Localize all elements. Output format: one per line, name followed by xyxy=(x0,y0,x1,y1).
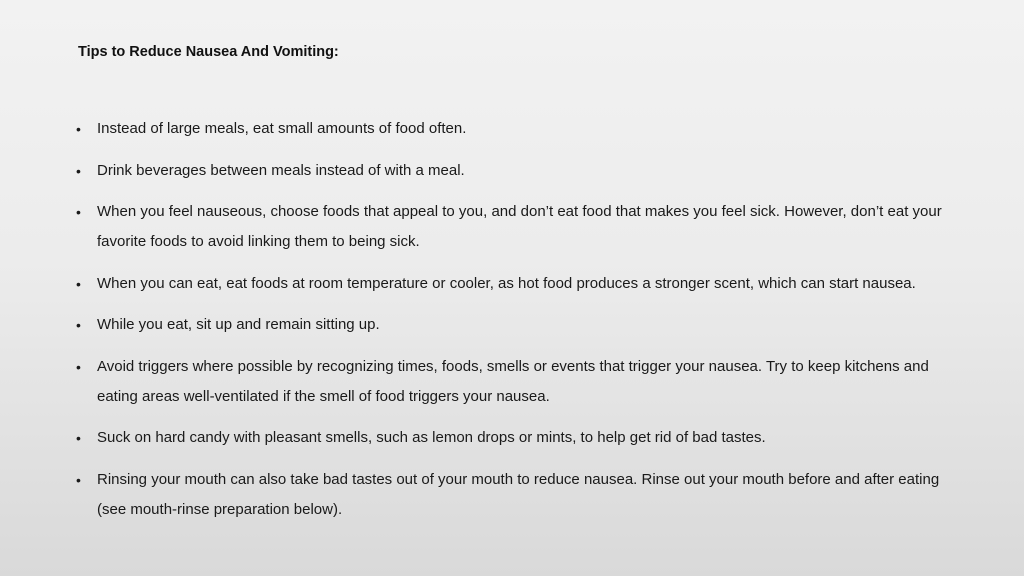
bullet-item xyxy=(74,465,954,525)
bullet-text: When you can eat, eat foods at room temperature or cooler, as hot food produces a stronger scent, which can start nausea. xyxy=(97,274,916,292)
bullet-text: Rinsing your mouth can also take bad tastes out of your mouth to reduce nausea. Rinse out your mouth before and after eating (see mouth-rinse preparation below). xyxy=(97,470,940,518)
bullet-dot: • xyxy=(76,275,81,292)
bullet-text: Drink beverages between meals instead of with a meal. xyxy=(97,161,465,179)
bullet-dot: • xyxy=(76,204,81,220)
bullet-dot: • xyxy=(76,317,81,333)
bullet-text: When you feel nauseous, choose foods that appeal to you, and don’t eat food that makes you feel sick. However, don’t eat your favorite foods to avoid linking them to being sick. xyxy=(97,203,942,250)
bullet-item xyxy=(74,352,954,412)
bullet-dot: • xyxy=(76,358,81,375)
bullet-item xyxy=(74,156,954,186)
bullet-item xyxy=(74,197,954,257)
slide-title: Tips to Reduce Nausea And Vomiting: xyxy=(78,44,339,60)
bullet-item xyxy=(74,310,954,340)
bullet-list xyxy=(74,114,954,536)
bullet-item xyxy=(74,114,954,144)
bullet-text: Instead of large meals, eat small amounts of food often. xyxy=(97,120,467,137)
bullet-item xyxy=(74,269,954,299)
bullet-dot: • xyxy=(76,471,81,488)
bullet-dot: • xyxy=(76,430,81,446)
bullet-text: Avoid triggers where possible by recognizing times, foods, smells or events that trigger your nausea. Try to keep kitchens and eating areas well-ventilated if the smell of food triggers your nausea. xyxy=(97,357,929,405)
bullet-item xyxy=(74,423,954,453)
bullet-dot: • xyxy=(76,162,81,179)
bullet-dot: • xyxy=(76,121,81,137)
bullet-text: Suck on hard candy with pleasant smells, such as lemon drops or mints, to help get rid of bad tastes. xyxy=(97,429,766,446)
bullet-text: While you eat, sit up and remain sitting up. xyxy=(97,316,380,333)
